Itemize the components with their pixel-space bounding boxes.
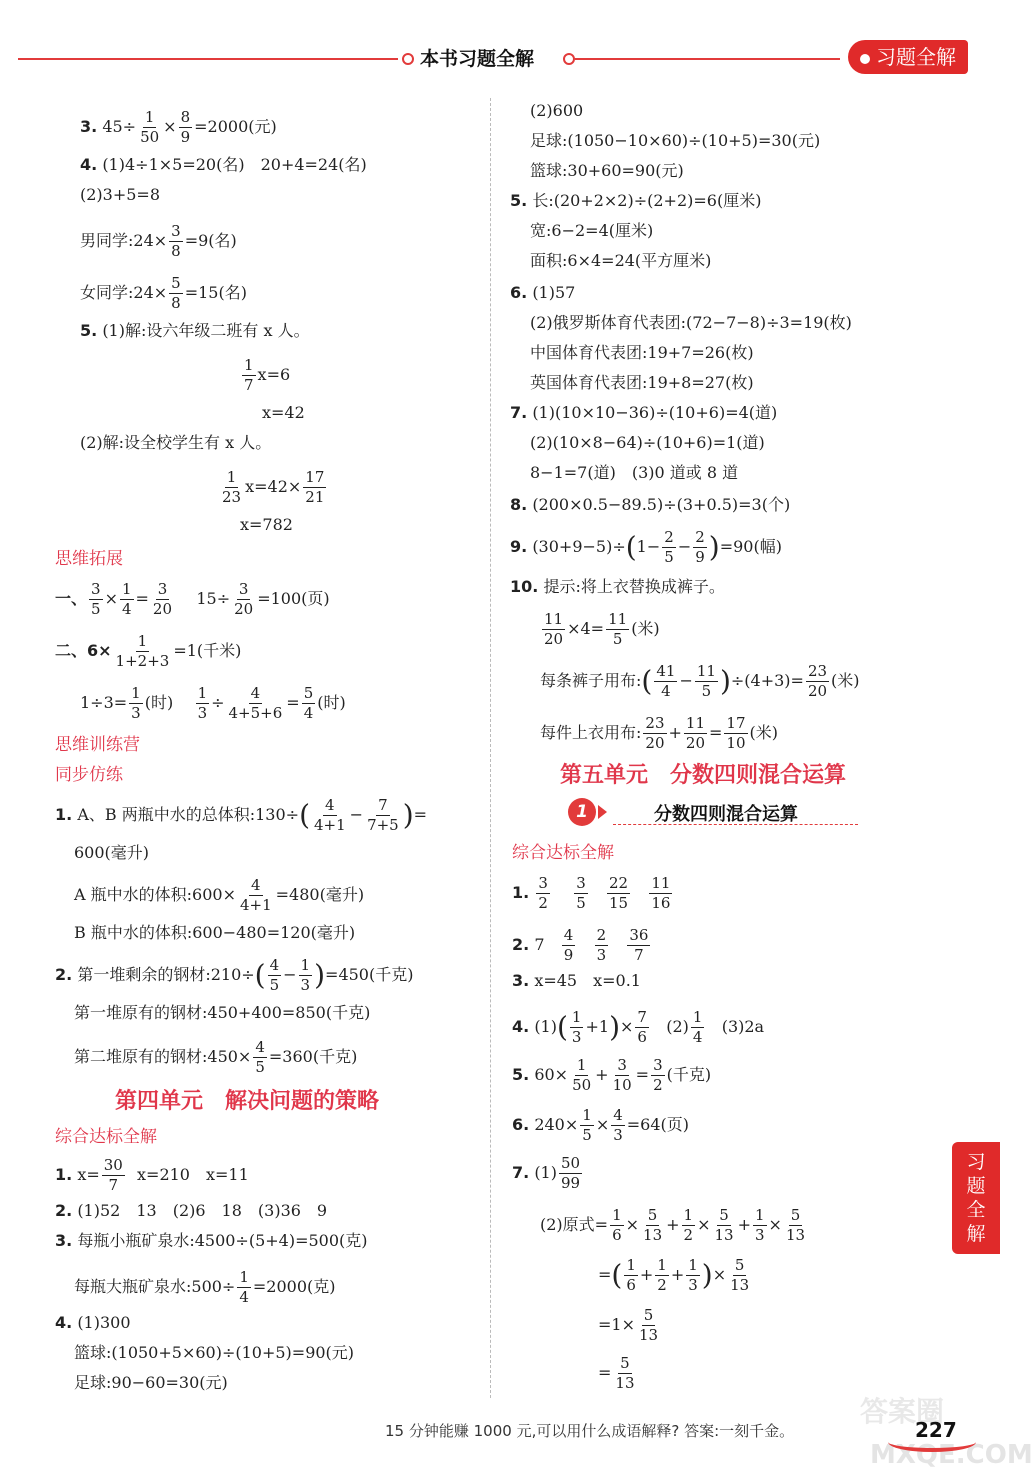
answer-line: 6. 240× $\frac{1}{5}$ × $\frac{4}{3}$ =64(页) bbox=[512, 1106, 690, 1144]
answer-line: (2)3+5=8 bbox=[80, 185, 161, 204]
answer-line: $\frac{1}{7}$ x=6 bbox=[244, 356, 291, 394]
answer-line: 一、 $\frac{3}{5}$ × $\frac{1}{4}$ = $\frac{3}{20}$ 15÷ $\frac{3}{20}$ =100(页) bbox=[55, 580, 330, 618]
answer-line: (2)原式= $\frac{1}{6}$ × $\frac{5}{13}$ + $\frac{1}{2}$ × $\frac{5}{13}$ + $\frac{1}{3}$ × $\frac{5}{13}$ bbox=[540, 1206, 806, 1244]
answer-line: $\frac{1}{23}$ x=42× $\frac{17}{21}$ bbox=[222, 468, 325, 506]
answer-line: 600(毫升) bbox=[74, 843, 150, 862]
answer-line: 女同学:24× $\frac{5}{8}$ =15(名) bbox=[80, 274, 247, 312]
answer-line: 8−1=7(道) (3)0 道或 8 道 bbox=[530, 463, 739, 482]
answer-line: 7. (1) $\frac{50}{99}$ bbox=[512, 1154, 581, 1192]
section-heading: 同步仿练 bbox=[55, 765, 123, 785]
answer-line: 4. (1)4÷1×5=20(名) 20+4=24(名) bbox=[80, 155, 367, 174]
answer-line: B 瓶中水的体积:600−480=120(毫升) bbox=[74, 923, 356, 942]
answer-line: 二、6× $\frac{1}{1+2+3}$ =1(千米) bbox=[55, 632, 242, 670]
answer-line: 英国体育代表团:19+8=27(枚) bbox=[530, 373, 754, 392]
answer-line: 每条裤子用布:( $\frac{41}{4}$ − $\frac{11}{5}$ )÷(4+3)= $\frac{23}{20}$ (米) bbox=[540, 662, 860, 700]
answer-line: 5. 长:(20+2×2)÷(2+2)=6(厘米) bbox=[510, 191, 762, 210]
unit-title: 第四单元 解决问题的策略 bbox=[115, 1089, 380, 1114]
unit-title: 第五单元 分数四则混合运算 bbox=[560, 763, 847, 788]
book-title: 本书习题全解 bbox=[420, 48, 535, 70]
section-heading: 综合达标全解 bbox=[512, 843, 614, 863]
section-heading: 综合达标全解 bbox=[55, 1127, 157, 1147]
answer-line: 5. 60× $\frac{1}{50}$ + $\frac{3}{10}$ = $\frac{3}{2}$ (千克) bbox=[512, 1056, 712, 1094]
answer-line: 面积:6×4=24(平方厘米) bbox=[530, 251, 712, 270]
page-number: 227 bbox=[915, 1418, 957, 1442]
answer-line: =1× $\frac{5}{13}$ bbox=[598, 1306, 659, 1344]
answer-line: (2)600 bbox=[530, 101, 584, 120]
answer-line: (2)俄罗斯体育代表团:(72−7−8)÷3=19(枚) bbox=[530, 313, 852, 332]
answer-line: 3. 每瓶小瓶矿泉水:4500÷(5+4)=500(克) bbox=[55, 1231, 368, 1250]
answer-line: 1. $\frac{3}{2}$ $\frac{3}{5}$ $\frac{22}{15}$ $\frac{11}{16}$ bbox=[512, 874, 671, 912]
watermark-url: MXQE.COM bbox=[870, 1440, 1033, 1470]
answer-line: 1. x= $\frac{30}{7}$ x=210 x=11 bbox=[55, 1156, 249, 1194]
answer-line: 4. (1)300 bbox=[55, 1313, 131, 1332]
footer-riddle: 15 分钟能赚 1000 元,可以用什么成语解释? 答案:一刻千金。 bbox=[385, 1422, 795, 1440]
answer-line: 篮球:30+60=90(元) bbox=[530, 161, 684, 180]
section-heading: 思维拓展 bbox=[55, 549, 123, 569]
answer-line: 2. (1)52 13 (2)6 18 (3)36 9 bbox=[55, 1201, 328, 1220]
answer-line: 10. 提示:将上衣替换成裤子。 bbox=[510, 577, 725, 596]
answer-line: 每件上衣用布: $\frac{23}{20}$ + $\frac{11}{20}$ = $\frac{17}{10}$ (米) bbox=[540, 714, 778, 752]
answer-line: 9. (30+9−5)÷(1− $\frac{2}{5}$ − $\frac{2}{9}$ )=90(幅) bbox=[510, 528, 782, 566]
answer-line: = $\frac{5}{13}$ bbox=[598, 1354, 635, 1392]
header-rule-left bbox=[18, 58, 398, 60]
brand-label: 习题全解 bbox=[876, 45, 956, 69]
answer-line: 足球:90−60=30(元) bbox=[74, 1373, 228, 1392]
brand-tab bbox=[848, 40, 968, 74]
answer-line: 7. (1)(10×10−36)÷(10+6)=4(道) bbox=[510, 403, 778, 422]
answer-line: 3. x=45 x=0.1 bbox=[512, 971, 641, 990]
answer-line: 足球:(1050−10×60)÷(10+5)=30(元) bbox=[530, 131, 821, 150]
arrow-right-icon bbox=[598, 805, 607, 819]
answer-line: 宽:6−2=4(厘米) bbox=[530, 221, 654, 240]
answer-line: 第一堆原有的钢材:450+400=850(千克) bbox=[74, 1003, 371, 1022]
answer-line: 4. (1)( $\frac{1}{3}$ +1)× $\frac{7}{6}$ (2) $\frac{1}{4}$ (3)2a bbox=[512, 1008, 765, 1046]
answer-line: (2)解:设全校学生有 x 人。 bbox=[80, 433, 272, 452]
answer-line: 篮球:(1050+5×60)÷(10+5)=90(元) bbox=[74, 1343, 355, 1362]
answer-line: =( $\frac{1}{6}$ + $\frac{1}{2}$ + $\frac{1}{3}$ )× $\frac{5}{13}$ bbox=[598, 1256, 750, 1294]
answer-line: 2. 7 $\frac{4}{9}$ $\frac{2}{3}$ $\frac{36}{7}$ bbox=[512, 926, 649, 964]
side-tab-label: 习题全解 bbox=[966, 1151, 986, 1245]
column-divider bbox=[490, 98, 491, 1398]
answer-line: 8. (200×0.5−89.5)÷(3+0.5)=3(个) bbox=[510, 495, 791, 514]
lesson-banner bbox=[568, 798, 858, 826]
answer-line: 1. A、B 两瓶中水的总体积:130÷( $\frac{4}{4+1}$ − $\frac{7}{7+5}$ )= bbox=[55, 796, 428, 834]
header-dot-right bbox=[563, 53, 575, 65]
answer-line: 6. (1)57 bbox=[510, 283, 576, 302]
answer-line: 3. 45÷ $\frac{1}{50}$ × $\frac{8}{9}$ =2000(元) bbox=[80, 108, 277, 146]
side-tab bbox=[952, 1142, 1000, 1254]
answer-line: 2. 第一堆剩余的钢材:210÷( $\frac{4}{5}$ − $\frac{1}{3}$ )=450(千克) bbox=[55, 956, 414, 994]
lesson-title: 分数四则混合运算 bbox=[654, 804, 798, 825]
header-rule-right bbox=[575, 58, 840, 60]
answer-line: x=782 bbox=[240, 515, 293, 534]
answer-line: 第二堆原有的钢材:450× $\frac{4}{5}$ =360(千克) bbox=[74, 1038, 358, 1076]
lesson-underline bbox=[613, 824, 858, 825]
watermark-logo: 答案圈 bbox=[860, 1395, 945, 1428]
header-dot-left bbox=[402, 53, 414, 65]
lesson-number-badge: 1 bbox=[568, 798, 596, 826]
brand-dot-icon bbox=[860, 54, 870, 64]
answer-line: (2)(10×8−64)÷(10+6)=1(道) bbox=[530, 433, 765, 452]
answer-line: 1÷3= $\frac{1}{3}$ (时) $\frac{1}{3}$ ÷ $\frac{4}{4+5+6}$ = $\frac{5}{4}$ (时) bbox=[80, 684, 346, 722]
section-heading: 思维训练营 bbox=[55, 735, 140, 755]
answer-line: 每瓶大瓶矿泉水:500÷ $\frac{1}{4}$ =2000(克) bbox=[74, 1268, 336, 1306]
answer-line: A 瓶中水的体积:600× $\frac{4}{4+1}$ =480(毫升) bbox=[74, 876, 365, 914]
answer-line: x=42 bbox=[262, 403, 305, 422]
answer-line: $\frac{11}{20}$ ×4= $\frac{11}{5}$ (米) bbox=[544, 610, 660, 648]
answer-line: 5. (1)解:设六年级二班有 x 人。 bbox=[80, 321, 310, 340]
answer-line: 中国体育代表团:19+7=26(枚) bbox=[530, 343, 754, 362]
answer-line: 男同学:24× $\frac{3}{8}$ =9(名) bbox=[80, 222, 237, 260]
